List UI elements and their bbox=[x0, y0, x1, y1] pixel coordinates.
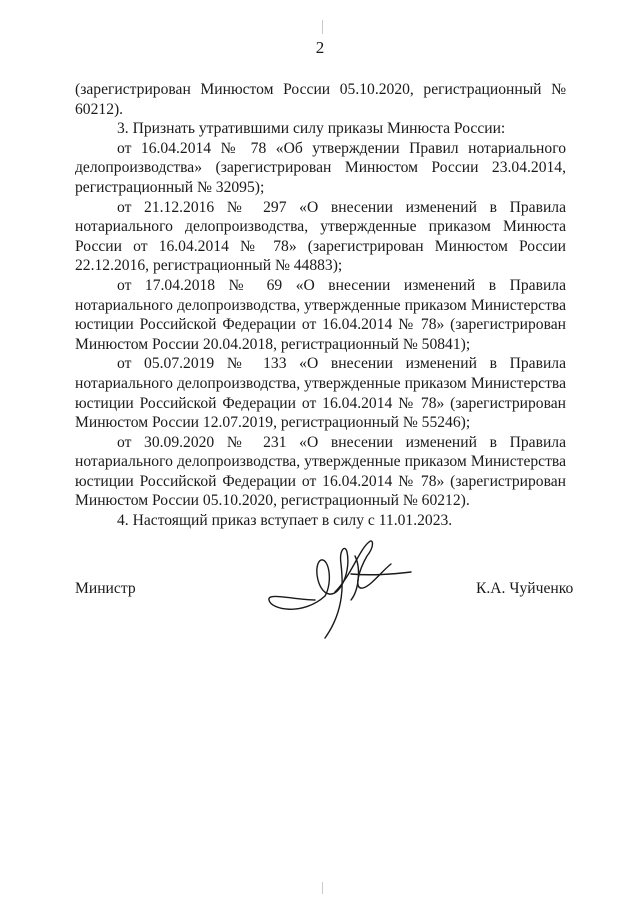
paragraph-order-2019-133: от 05.07.2019 № 133 «О внесении изменений в Правила нотариального делопроизводства, утвержденные приказом Министерства юстиции Российской Федерации от 16.04.2014 № 78» (зарегистрирован Минюстом России 12.07.2019, регистрационный № 55246); bbox=[75, 355, 566, 432]
paragraph-item-4: 4. Настоящий приказ вступает в силу с 11.01.2023. bbox=[117, 512, 453, 530]
signatory-title: Министр bbox=[75, 580, 136, 597]
scan-artifact bbox=[322, 20, 323, 34]
document-body bbox=[75, 80, 566, 531]
page-number: 2 bbox=[315, 38, 325, 57]
signature-icon bbox=[255, 530, 415, 645]
paragraph-order-2018-69: от 17.04.2018 № 69 «О внесении изменений в Правила нотариального делопроизводства, утвержденные приказом Министерства юстиции Российской Федерации от 16.04.2014 № 78» (зарегистрирован Минюстом России 20.04.2018, регистрационный № 50841); bbox=[75, 276, 566, 353]
paragraph-item-3: 3. Признать утратившими силу приказы Минюста России: bbox=[117, 120, 506, 138]
paragraph-order-2016-297: от 21.12.2016 № 297 «О внесении изменений в Правила нотариального делопроизводства, утвержденные приказом Минюста России от 16.04.2014 № 78» (зарегистрирован Минюстом России 22.12.2016, регистрационный № 44883); bbox=[75, 198, 566, 275]
signatory-name: К.А. Чуйченко bbox=[476, 580, 574, 597]
scan-artifact bbox=[322, 882, 323, 894]
paragraph-order-2020-231: от 30.09.2020 № 231 «О внесении изменений в Правила нотариального делопроизводства, утвержденные приказом Министерства юстиции Российской Федерации от 16.04.2014 № 78» (зарегистрирован Минюстом России 05.10.2020, регистрационный № 60212). bbox=[75, 433, 566, 510]
paragraph-continuation: (зарегистрирован Минюстом России 05.10.2020, регистрационный № 60212). bbox=[75, 81, 566, 118]
paragraph-order-2014-78: от 16.04.2014 № 78 «Об утверждении Правил нотариального делопроизводства» (зарегистрирован Минюстом России 23.04.2014, регистрационный № 32095); bbox=[75, 139, 566, 196]
